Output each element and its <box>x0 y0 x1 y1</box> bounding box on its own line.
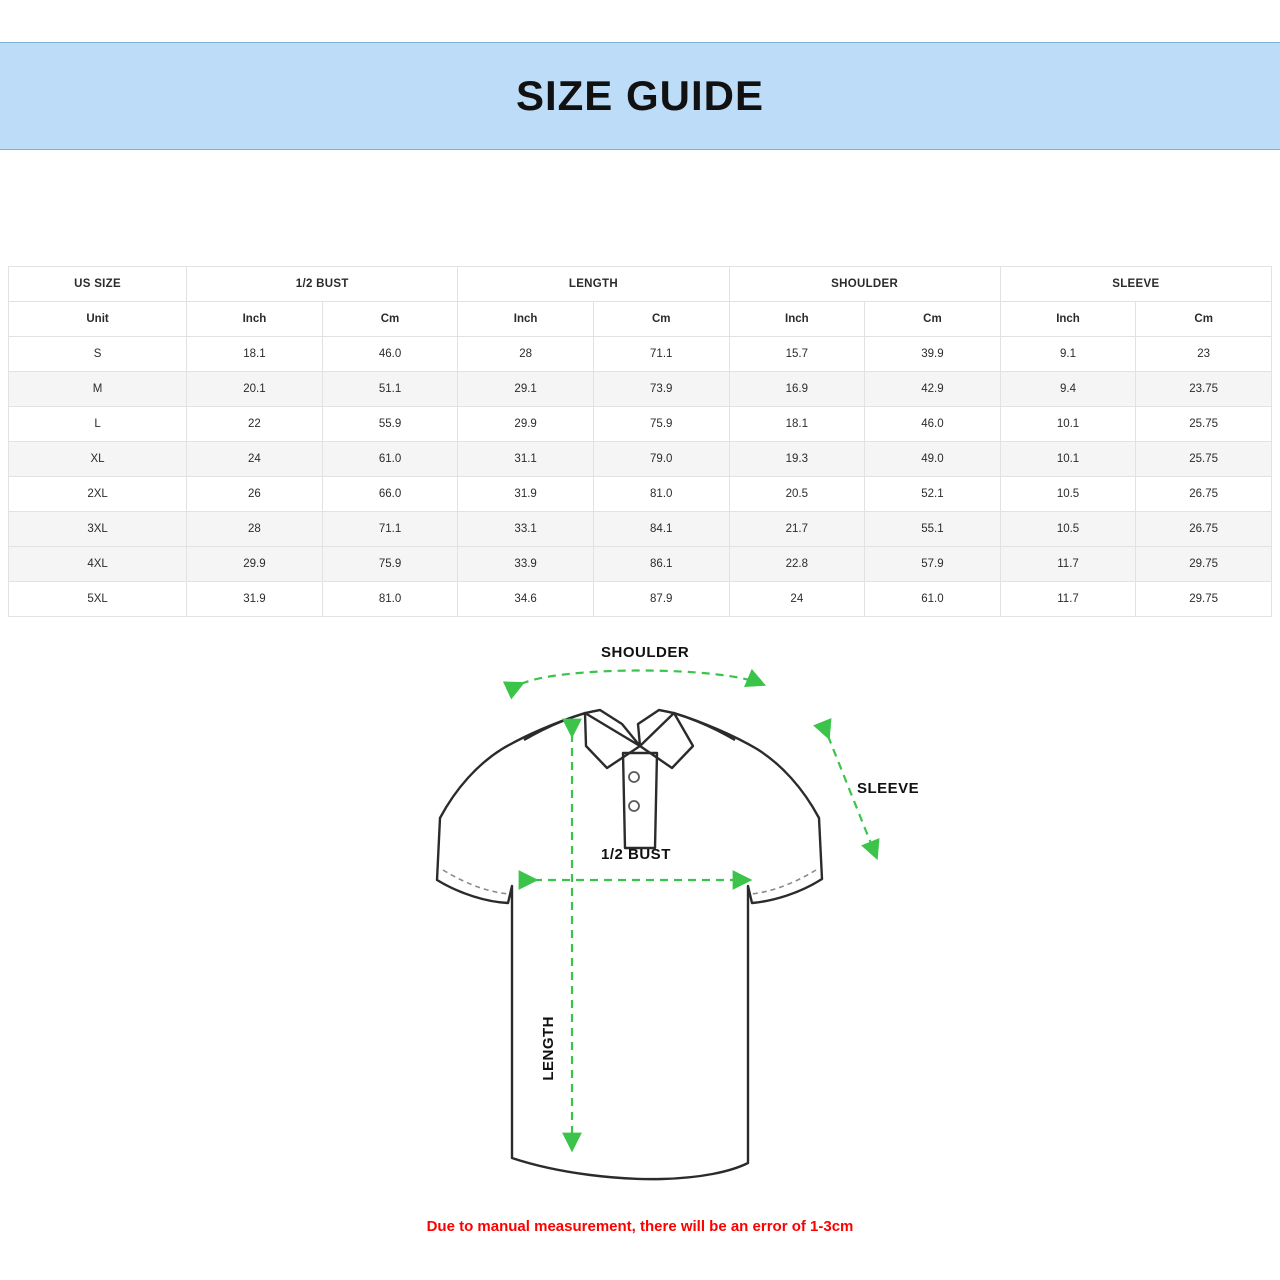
cell-length-inch: 31.1 <box>458 442 594 477</box>
cell-size: 5XL <box>9 582 187 617</box>
label-shoulder: SHOULDER <box>601 644 690 661</box>
cell-length-cm: 87.9 <box>593 582 729 617</box>
cell-shoulder-inch: 20.5 <box>729 477 865 512</box>
cell-length-cm: 79.0 <box>593 442 729 477</box>
cell-shoulder-inch: 21.7 <box>729 512 865 547</box>
unit-label: Unit <box>9 302 187 337</box>
shoulder-arrow <box>521 671 762 685</box>
cell-shoulder-cm: 49.0 <box>865 442 1001 477</box>
cell-bust-inch: 18.1 <box>187 337 323 372</box>
cell-shoulder-cm: 39.9 <box>865 337 1001 372</box>
cell-length-cm: 81.0 <box>593 477 729 512</box>
cell-shoulder-inch: 24 <box>729 582 865 617</box>
unit-bust-inch: Inch <box>187 302 323 337</box>
cell-bust-inch: 26 <box>187 477 323 512</box>
cell-size: M <box>9 372 187 407</box>
table-row <box>9 512 1272 547</box>
cell-shoulder-cm: 61.0 <box>865 582 1001 617</box>
cell-sleeve-cm: 23.75 <box>1136 372 1272 407</box>
cell-length-cm: 75.9 <box>593 407 729 442</box>
cell-size: 2XL <box>9 477 187 512</box>
cell-bust-cm: 71.1 <box>322 512 458 547</box>
table-row <box>9 407 1272 442</box>
table-group-header-row <box>9 267 1272 302</box>
cell-bust-cm: 75.9 <box>322 547 458 582</box>
cell-bust-cm: 61.0 <box>322 442 458 477</box>
size-table-wrapper <box>8 266 1272 617</box>
unit-length-cm: Cm <box>593 302 729 337</box>
cell-shoulder-cm: 46.0 <box>865 407 1001 442</box>
table-row <box>9 372 1272 407</box>
cell-length-inch: 29.1 <box>458 372 594 407</box>
measurement-arrows <box>521 671 876 1149</box>
unit-sleeve-inch: Inch <box>1000 302 1136 337</box>
cell-bust-cm: 51.1 <box>322 372 458 407</box>
unit-shoulder-inch: Inch <box>729 302 865 337</box>
cell-length-cm: 73.9 <box>593 372 729 407</box>
cell-sleeve-cm: 23 <box>1136 337 1272 372</box>
label-length: LENGTH <box>540 1016 557 1081</box>
cell-size: 4XL <box>9 547 187 582</box>
cell-sleeve-inch: 10.1 <box>1000 442 1136 477</box>
cell-bust-inch: 28 <box>187 512 323 547</box>
cell-size: S <box>9 337 187 372</box>
table-row <box>9 442 1272 477</box>
cell-shoulder-cm: 57.9 <box>865 547 1001 582</box>
cell-length-inch: 31.9 <box>458 477 594 512</box>
polo-shirt-svg <box>0 618 1280 1218</box>
cell-shoulder-cm: 42.9 <box>865 372 1001 407</box>
size-guide-header <box>0 42 1280 150</box>
cell-sleeve-inch: 10.1 <box>1000 407 1136 442</box>
table-row <box>9 337 1272 372</box>
button-icon <box>629 772 639 811</box>
group-header-length: LENGTH <box>458 267 729 302</box>
cell-length-inch: 33.9 <box>458 547 594 582</box>
page-title: SIZE GUIDE <box>515 72 765 119</box>
cell-size: 3XL <box>9 512 187 547</box>
cell-sleeve-inch: 11.7 <box>1000 547 1136 582</box>
cell-sleeve-cm: 26.75 <box>1136 512 1272 547</box>
table-row <box>9 477 1272 512</box>
cell-shoulder-inch: 22.8 <box>729 547 865 582</box>
cell-shoulder-inch: 19.3 <box>729 442 865 477</box>
unit-length-inch: Inch <box>458 302 594 337</box>
cell-sleeve-inch: 10.5 <box>1000 512 1136 547</box>
cell-bust-cm: 66.0 <box>322 477 458 512</box>
cell-length-cm: 71.1 <box>593 337 729 372</box>
cell-bust-inch: 20.1 <box>187 372 323 407</box>
cell-size: XL <box>9 442 187 477</box>
measurement-disclaimer: Due to manual measurement, there will be an error of 1-3cm <box>426 1218 854 1235</box>
cell-shoulder-inch: 15.7 <box>729 337 865 372</box>
cell-sleeve-inch: 9.1 <box>1000 337 1136 372</box>
table-unit-row <box>9 302 1272 337</box>
cell-length-cm: 84.1 <box>593 512 729 547</box>
cell-sleeve-cm: 25.75 <box>1136 407 1272 442</box>
cell-length-inch: 28 <box>458 337 594 372</box>
cell-size: L <box>9 407 187 442</box>
cell-shoulder-cm: 55.1 <box>865 512 1001 547</box>
cell-sleeve-inch: 10.5 <box>1000 477 1136 512</box>
cell-shoulder-inch: 18.1 <box>729 407 865 442</box>
unit-sleeve-cm: Cm <box>1136 302 1272 337</box>
cell-sleeve-cm: 25.75 <box>1136 442 1272 477</box>
cell-sleeve-cm: 26.75 <box>1136 477 1272 512</box>
cell-length-inch: 29.9 <box>458 407 594 442</box>
unit-shoulder-cm: Cm <box>865 302 1001 337</box>
group-header-shoulder: SHOULDER <box>729 267 1000 302</box>
cell-length-inch: 34.6 <box>458 582 594 617</box>
cell-bust-cm: 46.0 <box>322 337 458 372</box>
cell-bust-inch: 22 <box>187 407 323 442</box>
cell-sleeve-inch: 11.7 <box>1000 582 1136 617</box>
cell-sleeve-cm: 29.75 <box>1136 582 1272 617</box>
group-header-us-size: US SIZE <box>9 267 187 302</box>
cell-length-inch: 33.1 <box>458 512 594 547</box>
size-table <box>8 266 1272 617</box>
cell-bust-inch: 24 <box>187 442 323 477</box>
group-header-bust: 1/2 BUST <box>187 267 458 302</box>
cell-shoulder-cm: 52.1 <box>865 477 1001 512</box>
cell-length-cm: 86.1 <box>593 547 729 582</box>
cell-bust-cm: 55.9 <box>322 407 458 442</box>
table-row <box>9 582 1272 617</box>
cell-sleeve-inch: 9.4 <box>1000 372 1136 407</box>
cell-bust-inch: 31.9 <box>187 582 323 617</box>
polo-measurement-diagram <box>0 618 1280 1218</box>
sleeve-cuff-stitching <box>443 870 816 894</box>
label-sleeve: SLEEVE <box>857 780 920 797</box>
label-bust: 1/2 BUST <box>601 846 671 863</box>
cell-bust-inch: 29.9 <box>187 547 323 582</box>
cell-bust-cm: 81.0 <box>322 582 458 617</box>
cell-sleeve-cm: 29.75 <box>1136 547 1272 582</box>
table-row <box>9 547 1272 582</box>
cell-shoulder-inch: 16.9 <box>729 372 865 407</box>
group-header-sleeve: SLEEVE <box>1000 267 1271 302</box>
unit-bust-cm: Cm <box>322 302 458 337</box>
